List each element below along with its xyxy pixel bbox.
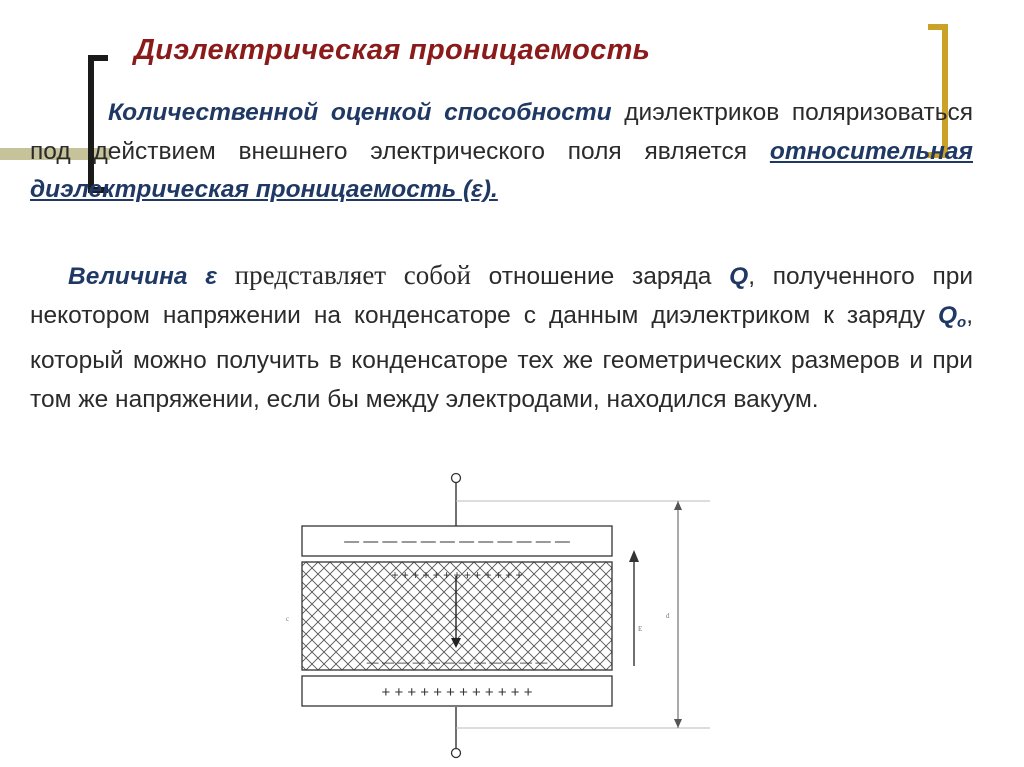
- lead-phrase: Величина ε: [68, 263, 217, 290]
- paragraph-text-3: , который можно получить в конденсаторе тех же геометрических размеров и при том же напряжении, если бы между электродами, находился вакуум.: [30, 301, 973, 413]
- positive-charges: + + + + + + + + + + + +: [381, 684, 533, 701]
- charge-q: Q: [729, 263, 749, 290]
- bottom-terminal: [452, 749, 461, 758]
- paragraph-text: диэлектриков поляризоваться под действием внешнего электрического поля является: [30, 99, 973, 165]
- top-terminal: [452, 474, 461, 483]
- paragraph-text-2: , полученного при некотором напряжении на конденсаторе с данным диэлектриком к заряду: [30, 263, 974, 329]
- charge-q0: $Q_o$: [937, 301, 967, 331]
- side-label: c: [286, 615, 290, 623]
- slide-title: Диэлектрическая проницаемость: [134, 34, 651, 66]
- paragraph-definition: [30, 94, 973, 210]
- lead-phrase: Количественной оценкой способности: [108, 99, 612, 126]
- bound-positive-charges: + + + + + + + + + + + + +: [391, 568, 523, 582]
- bound-negative-charges: — — — — — — — — — — — —: [366, 655, 548, 669]
- negative-charges: — — — — — — — — — — — —: [344, 533, 570, 550]
- paragraph-text: отношение заряда: [470, 263, 730, 290]
- paragraph-explanation: [30, 256, 973, 419]
- distance-label: d: [666, 612, 670, 620]
- capacitor-diagram: [270, 466, 720, 767]
- term-underlined: относительная диэлектрическая проницаемость (ε).: [30, 137, 973, 203]
- serif-phrase: представляет собой: [216, 260, 471, 290]
- field-label: E: [638, 625, 643, 633]
